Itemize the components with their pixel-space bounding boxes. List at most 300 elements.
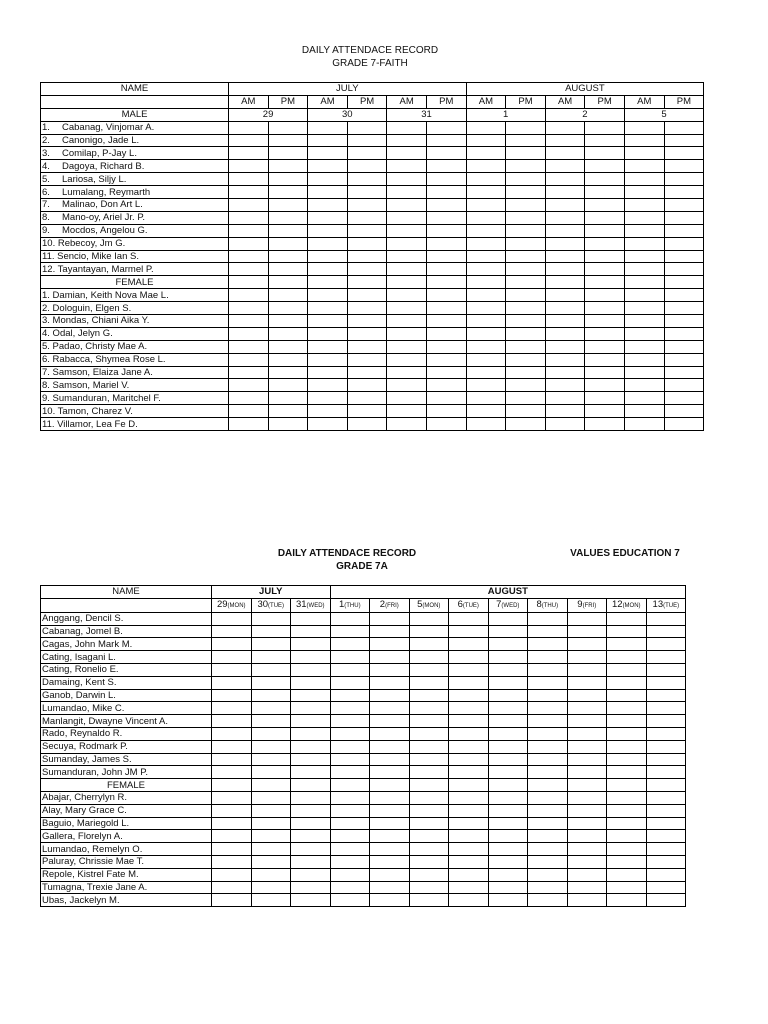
table-row <box>41 199 704 212</box>
attendance-cell <box>268 405 308 418</box>
attendance-cell <box>607 625 647 638</box>
attendance-cell <box>506 302 546 315</box>
attendance-cell <box>370 830 410 843</box>
attendance-cell <box>664 147 704 160</box>
attendance-cell <box>664 263 704 276</box>
attendance-cell <box>387 199 427 212</box>
attendance-cell <box>268 289 308 302</box>
blank-cell <box>409 779 449 792</box>
attendance-cell <box>607 753 647 766</box>
attendance-cell <box>229 237 269 250</box>
attendance-cell <box>488 638 528 651</box>
attendance-cell <box>426 418 466 431</box>
sheet2-subtitle: GRADE 7A <box>336 561 388 572</box>
student-name: 5. Padao, Christy Mae A. <box>41 340 229 353</box>
attendance-cell <box>567 638 607 651</box>
attendance-cell <box>347 224 387 237</box>
attendance-cell <box>370 740 410 753</box>
attendance-cell <box>506 211 546 224</box>
am-header: AM <box>545 95 585 108</box>
attendance-cell <box>370 804 410 817</box>
attendance-cell <box>330 830 370 843</box>
attendance-cell <box>488 702 528 715</box>
attendance-cell <box>347 366 387 379</box>
attendance-cell <box>664 340 704 353</box>
attendance-cell <box>449 868 489 881</box>
attendance-cell <box>409 843 449 856</box>
attendance-cell <box>229 211 269 224</box>
attendance-cell <box>506 199 546 212</box>
date-header: 29 <box>229 108 308 121</box>
attendance-cell <box>426 186 466 199</box>
table-row <box>41 340 704 353</box>
attendance-cell <box>545 327 585 340</box>
student-name-text: Dagoya, Richard B. <box>62 160 145 172</box>
student-name: 6. Rabacca, Shymea Rose L. <box>41 353 229 366</box>
attendance-cell <box>370 727 410 740</box>
attendance-cell <box>426 199 466 212</box>
attendance-cell <box>545 302 585 315</box>
attendance-cell <box>528 702 568 715</box>
table-row <box>41 160 704 173</box>
attendance-cell <box>409 651 449 664</box>
attendance-cell <box>229 250 269 263</box>
attendance-cell <box>308 121 348 134</box>
attendance-cell <box>624 418 664 431</box>
student-name <box>41 160 229 173</box>
attendance-cell <box>370 855 410 868</box>
attendance-cell <box>585 392 625 405</box>
table-row <box>41 791 686 804</box>
attendance-cell <box>607 868 647 881</box>
attendance-cell <box>646 868 686 881</box>
table-row <box>41 237 704 250</box>
attendance-cell <box>426 237 466 250</box>
attendance-cell <box>567 881 607 894</box>
attendance-cell <box>308 366 348 379</box>
attendance-cell <box>347 250 387 263</box>
student-name: Tumagna, Trexie Jane A. <box>41 881 212 894</box>
attendance-cell <box>426 147 466 160</box>
table-row <box>41 315 704 328</box>
am-header: AM <box>229 95 269 108</box>
student-name: 1. Damian, Keith Nova Mae L. <box>41 289 229 302</box>
name-header: NAME <box>41 83 229 96</box>
table-row <box>41 651 686 664</box>
attendance-cell <box>229 121 269 134</box>
attendance-cell <box>607 791 647 804</box>
attendance-cell <box>585 418 625 431</box>
attendance-cell <box>251 612 291 625</box>
header-row-ampm <box>41 95 704 108</box>
student-name: Ubas, Jackelyn M. <box>41 894 212 907</box>
attendance-cell <box>545 379 585 392</box>
attendance-cell <box>308 160 348 173</box>
weekday-label: (FRI) <box>582 602 597 609</box>
attendance-cell <box>646 689 686 702</box>
student-name: 3. Mondas, Chiani Aika Y. <box>41 315 229 328</box>
month-july: JULY <box>212 586 331 599</box>
attendance-cell <box>585 147 625 160</box>
female-section-label: FEMALE <box>41 779 212 792</box>
attendance-cell <box>646 843 686 856</box>
pm-header: PM <box>664 95 704 108</box>
attendance-cell <box>545 224 585 237</box>
attendance-cell <box>466 353 506 366</box>
table-row <box>41 830 686 843</box>
attendance-cell <box>545 160 585 173</box>
attendance-cell <box>545 353 585 366</box>
attendance-cell <box>488 894 528 907</box>
attendance-cell <box>449 855 489 868</box>
attendance-cell <box>426 379 466 392</box>
attendance-cell <box>308 315 348 328</box>
attendance-cell <box>251 676 291 689</box>
blank-cell <box>426 276 466 289</box>
attendance-cell <box>308 186 348 199</box>
attendance-cell <box>212 881 252 894</box>
attendance-cell <box>506 379 546 392</box>
table-row <box>41 625 686 638</box>
sheet1-title: DAILY ATTENDACE RECORD <box>301 45 439 56</box>
attendance-cell <box>291 702 331 715</box>
day-number: 31 <box>295 598 307 610</box>
attendance-cell <box>229 199 269 212</box>
attendance-cell <box>488 753 528 766</box>
attendance-cell <box>624 224 664 237</box>
blank-cell <box>624 276 664 289</box>
attendance-cell <box>664 250 704 263</box>
attendance-cell <box>449 766 489 779</box>
student-name: 2. Dologuin, Elgen S. <box>41 302 229 315</box>
table-row <box>41 250 704 263</box>
attendance-cell <box>545 134 585 147</box>
attendance-cell <box>251 791 291 804</box>
attendance-cell <box>330 702 370 715</box>
month-august: AUGUST <box>330 586 686 599</box>
attendance-cell <box>607 663 647 676</box>
attendance-cell <box>251 894 291 907</box>
attendance-cell <box>607 727 647 740</box>
attendance-cell <box>528 663 568 676</box>
attendance-cell <box>528 625 568 638</box>
attendance-cell <box>449 894 489 907</box>
blank-cell <box>567 779 607 792</box>
attendance-cell <box>268 173 308 186</box>
attendance-cell <box>330 894 370 907</box>
attendance-cell <box>347 237 387 250</box>
attendance-cell <box>251 855 291 868</box>
attendance-cell <box>291 625 331 638</box>
attendance-cell <box>466 263 506 276</box>
attendance-cell <box>330 843 370 856</box>
attendance-cell <box>466 160 506 173</box>
day-header <box>607 598 647 612</box>
attendance-cell <box>229 224 269 237</box>
attendance-cell <box>506 405 546 418</box>
attendance-cell <box>370 817 410 830</box>
attendance-cell <box>466 199 506 212</box>
table-row <box>41 740 686 753</box>
row-number: 2. <box>42 135 50 146</box>
row-number: 5. <box>42 173 50 185</box>
attendance-cell <box>347 289 387 302</box>
attendance-cell <box>646 766 686 779</box>
attendance-cell <box>370 894 410 907</box>
attendance-cell <box>268 147 308 160</box>
attendance-cell <box>466 147 506 160</box>
attendance-cell <box>268 237 308 250</box>
attendance-cell <box>506 237 546 250</box>
table-row <box>41 392 704 405</box>
attendance-cell <box>506 186 546 199</box>
attendance-cell <box>567 727 607 740</box>
attendance-cell <box>545 250 585 263</box>
blank-cell <box>506 276 546 289</box>
attendance-cell <box>506 121 546 134</box>
attendance-cell <box>330 817 370 830</box>
day-number: 6 <box>457 598 463 610</box>
attendance-cell <box>567 894 607 907</box>
name-header: NAME <box>41 586 212 599</box>
student-name: Ganob, Darwin L. <box>41 689 212 702</box>
attendance-cell <box>291 715 331 728</box>
table-row <box>41 327 704 340</box>
attendance-cell <box>308 340 348 353</box>
student-name: Manlangit, Dwayne Vincent A. <box>41 715 212 728</box>
table-row <box>41 843 686 856</box>
student-name: Cating, Ronelio E. <box>41 663 212 676</box>
attendance-cell <box>212 702 252 715</box>
attendance-cell <box>624 147 664 160</box>
table-row <box>41 224 704 237</box>
attendance-cell <box>212 855 252 868</box>
table-row <box>41 366 704 379</box>
attendance-cell <box>268 353 308 366</box>
attendance-cell <box>212 766 252 779</box>
day-header <box>449 598 489 612</box>
date-header: 1 <box>466 108 545 121</box>
day-header <box>251 598 291 612</box>
attendance-cell <box>545 147 585 160</box>
attendance-cell <box>409 817 449 830</box>
attendance-cell <box>347 186 387 199</box>
attendance-cell <box>212 830 252 843</box>
attendance-cell <box>212 740 252 753</box>
attendance-cell <box>488 766 528 779</box>
attendance-cell <box>646 804 686 817</box>
attendance-cell <box>607 702 647 715</box>
attendance-cell <box>229 405 269 418</box>
attendance-cell <box>409 676 449 689</box>
attendance-cell <box>387 392 427 405</box>
student-name: Alay, Mary Grace C. <box>41 804 212 817</box>
attendance-cell <box>370 651 410 664</box>
attendance-cell <box>308 327 348 340</box>
attendance-cell <box>449 727 489 740</box>
student-name-text: Lumalang, Reymarth <box>62 186 151 198</box>
attendance-cell <box>330 766 370 779</box>
pm-header: PM <box>506 95 546 108</box>
attendance-cell <box>426 121 466 134</box>
attendance-cell <box>528 894 568 907</box>
attendance-cell <box>466 173 506 186</box>
attendance-cell <box>330 727 370 740</box>
attendance-cell <box>426 224 466 237</box>
attendance-cell <box>466 392 506 405</box>
attendance-cell <box>426 211 466 224</box>
attendance-cell <box>330 868 370 881</box>
attendance-cell <box>426 405 466 418</box>
attendance-cell <box>466 224 506 237</box>
attendance-cell <box>664 315 704 328</box>
attendance-cell <box>646 715 686 728</box>
student-name: Anggang, Dencil S. <box>41 612 212 625</box>
attendance-cell <box>268 211 308 224</box>
attendance-cell <box>291 791 331 804</box>
attendance-cell <box>607 830 647 843</box>
attendance-cell <box>347 418 387 431</box>
blank-cell <box>387 276 427 289</box>
attendance-cell <box>251 702 291 715</box>
attendance-cell <box>607 676 647 689</box>
attendance-cell <box>370 791 410 804</box>
attendance-cell <box>291 753 331 766</box>
student-name: 10. Rebecoy, Jm G. <box>41 237 229 250</box>
row-number: 6. <box>42 186 50 198</box>
attendance-cell <box>585 289 625 302</box>
attendance-cell <box>466 134 506 147</box>
day-header <box>370 598 410 612</box>
attendance-cell <box>409 612 449 625</box>
attendance-cell <box>664 366 704 379</box>
attendance-cell <box>251 868 291 881</box>
student-name: Cating, Isagani L. <box>41 651 212 664</box>
attendance-cell <box>545 186 585 199</box>
table-row <box>41 418 704 431</box>
day-number: 8 <box>536 598 542 610</box>
table-row <box>41 817 686 830</box>
attendance-cell <box>488 689 528 702</box>
table-row <box>41 753 686 766</box>
attendance-cell <box>387 121 427 134</box>
attendance-cell <box>426 173 466 186</box>
attendance-cell <box>528 715 568 728</box>
attendance-cell <box>646 612 686 625</box>
attendance-cell <box>506 366 546 379</box>
attendance-cell <box>585 199 625 212</box>
attendance-cell <box>624 211 664 224</box>
blank-cell <box>528 779 568 792</box>
attendance-cell <box>624 302 664 315</box>
attendance-cell <box>528 830 568 843</box>
attendance-cell <box>426 263 466 276</box>
attendance-cell <box>268 418 308 431</box>
day-header <box>212 598 252 612</box>
attendance-cell <box>567 868 607 881</box>
attendance-cell <box>646 855 686 868</box>
student-name <box>41 173 229 186</box>
attendance-cell <box>567 753 607 766</box>
attendance-cell <box>449 740 489 753</box>
attendance-cell <box>585 160 625 173</box>
attendance-cell <box>545 315 585 328</box>
attendance-cell <box>409 689 449 702</box>
attendance-cell <box>291 881 331 894</box>
student-name <box>41 211 229 224</box>
student-name-text: Mano-oy, Ariel Jr. P. <box>62 212 146 224</box>
attendance-cell <box>347 353 387 366</box>
attendance-cell <box>370 843 410 856</box>
attendance-cell <box>624 340 664 353</box>
attendance-cell <box>212 689 252 702</box>
attendance-cell <box>212 753 252 766</box>
attendance-cell <box>607 651 647 664</box>
date-header: 5 <box>624 108 703 121</box>
attendance-cell <box>466 405 506 418</box>
student-name: Sumanduran, John JM P. <box>41 766 212 779</box>
attendance-cell <box>212 625 252 638</box>
attendance-cell <box>387 263 427 276</box>
attendance-cell <box>387 405 427 418</box>
attendance-cell <box>291 689 331 702</box>
attendance-cell <box>607 817 647 830</box>
attendance-cell <box>449 881 489 894</box>
attendance-cell <box>528 612 568 625</box>
attendance-cell <box>387 134 427 147</box>
attendance-cell <box>229 289 269 302</box>
blank-cell <box>330 779 370 792</box>
student-name-text: Canonigo, Jade L. <box>62 135 140 146</box>
attendance-cell <box>466 302 506 315</box>
attendance-cell <box>449 676 489 689</box>
attendance-cell <box>664 121 704 134</box>
attendance-cell <box>488 663 528 676</box>
attendance-cell <box>506 160 546 173</box>
attendance-cell <box>251 663 291 676</box>
attendance-cell <box>567 651 607 664</box>
attendance-cell <box>466 366 506 379</box>
attendance-cell <box>466 289 506 302</box>
student-name-text: Malinao, Don Art L. <box>62 199 143 211</box>
student-name: Lumandao, Remelyn O. <box>41 843 212 856</box>
attendance-cell <box>426 160 466 173</box>
attendance-cell <box>268 302 308 315</box>
attendance-cell <box>567 766 607 779</box>
attendance-cell <box>664 173 704 186</box>
day-header <box>528 598 568 612</box>
student-name: Cagas, John Mark M. <box>41 638 212 651</box>
attendance-cell <box>291 740 331 753</box>
attendance-cell <box>488 715 528 728</box>
attendance-cell <box>426 250 466 263</box>
attendance-table-grade7a <box>40 585 686 907</box>
attendance-cell <box>212 894 252 907</box>
attendance-cell <box>387 379 427 392</box>
attendance-cell <box>488 625 528 638</box>
table-row <box>41 804 686 817</box>
attendance-cell <box>506 353 546 366</box>
attendance-cell <box>545 289 585 302</box>
attendance-cell <box>528 881 568 894</box>
attendance-cell <box>607 843 647 856</box>
day-header <box>646 598 686 612</box>
attendance-cell <box>585 237 625 250</box>
attendance-cell <box>387 418 427 431</box>
attendance-cell <box>370 625 410 638</box>
attendance-cell <box>291 894 331 907</box>
attendance-cell <box>212 791 252 804</box>
